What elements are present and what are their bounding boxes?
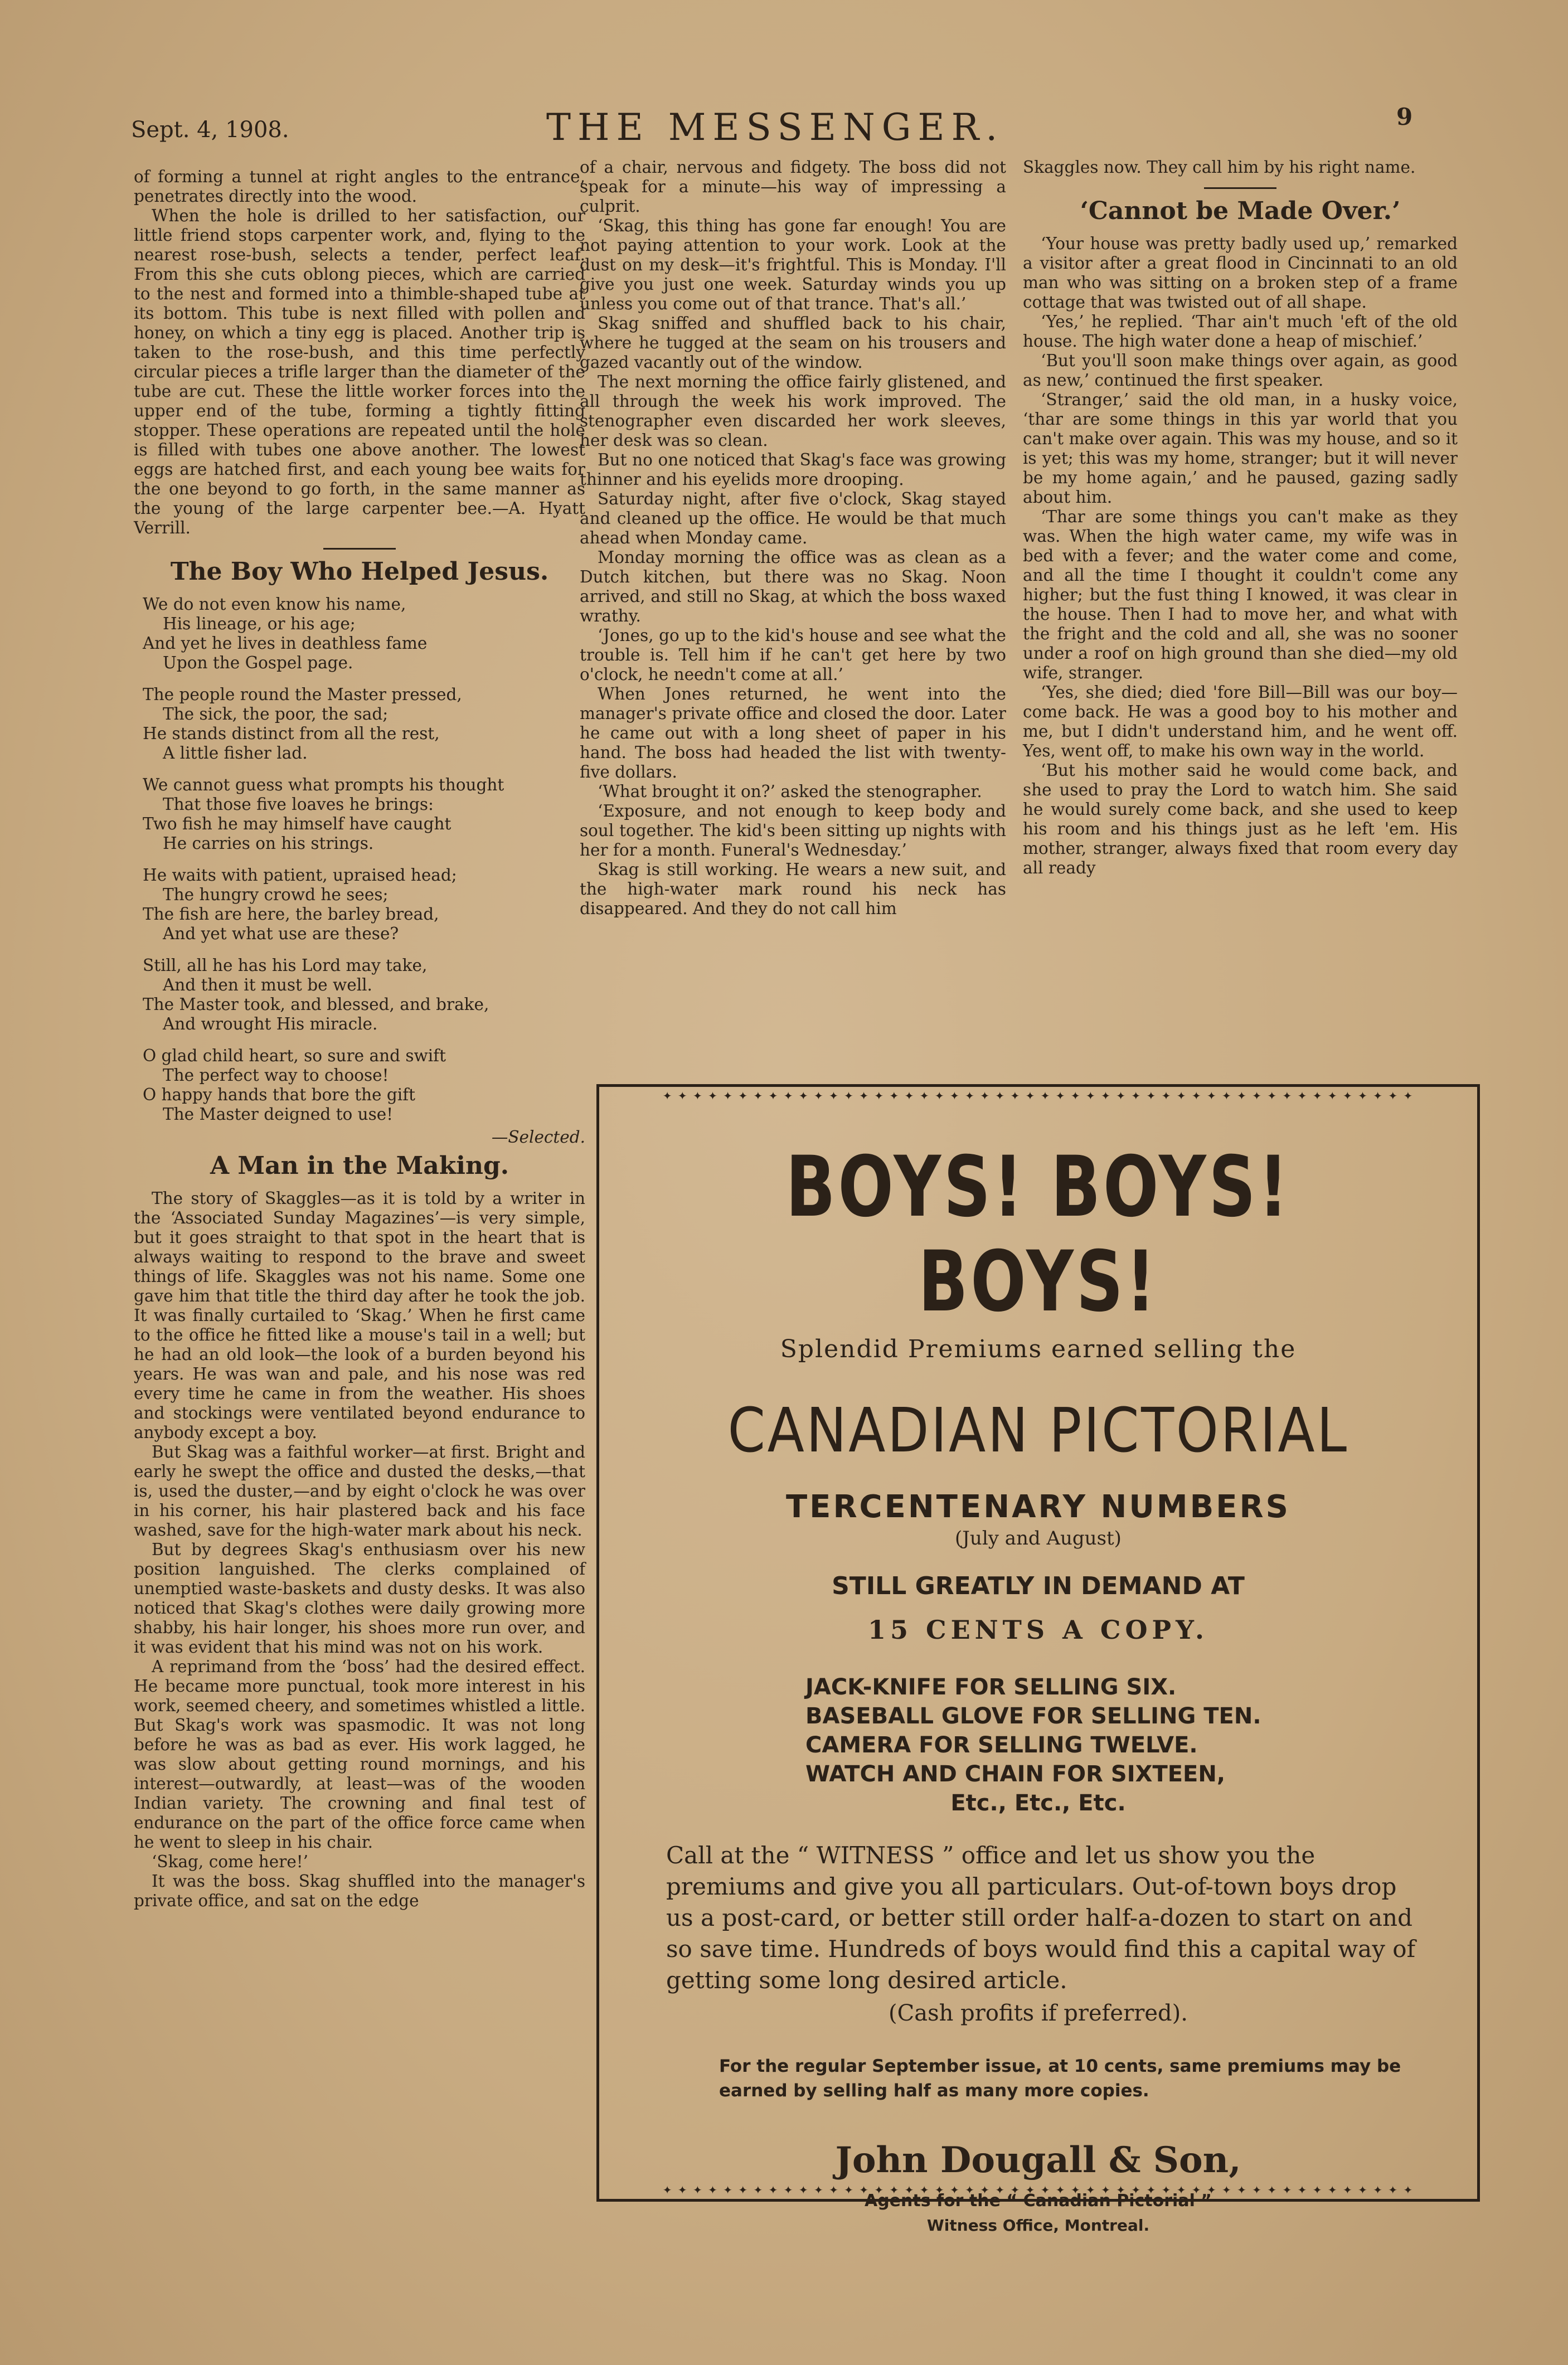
article-paragraph: But by degrees Skag's enthusiasm over his new position languished. The clerks complained of unemptied waste-baskets and dusty desks. It was also noticed that Skag's clothes were daily growing more shabby, his hair longer, his shoes more run over, and it was evident that his mind was not on his work. bbox=[134, 1540, 585, 1657]
premium-item: CAMERA FOR SELLING TWELVE. bbox=[805, 1732, 1198, 1758]
poem-line: He waits with patient, upraised head; bbox=[143, 866, 457, 885]
article-paragraph: It was the boss. Skag shuffled into the manager's private office, and sat on the edge bbox=[134, 1872, 585, 1910]
poem-line: We cannot guess what prompts his thought bbox=[143, 775, 504, 794]
poem-stanza bbox=[143, 685, 585, 763]
ad-office-address: Witness Office, Montreal. bbox=[926, 2216, 1150, 2235]
ad-agents: Agents for the “ Canadian Pictorial ” bbox=[864, 2191, 1212, 2211]
poem-line: The perfect way to choose! bbox=[163, 1066, 389, 1085]
article-paragraph: ‘Yes, she died; died 'fore Bill—Bill was our boy—come back. He was a good boy to his mother and me, but I didn't understand him, and he went off. Yes, went off, to make his own way in the world. bbox=[1023, 683, 1458, 760]
column-3 bbox=[1023, 158, 1458, 878]
article-paragraph: The story of Skaggles—as it is told by a writer in the ‘Associated Sunday Magazines’—is very simple, but it goes straight to that spot in the heart that is always waiting to respond to the brave and sweet things of life. Skaggles was not his name. Some one gave him that title the third day after he took the job. It was finally curtailed to ‘Skag.’ When he first came to the office he fitted like a mouse's tail in a well; but he had an old look—the look of a burden beyond his years. He was wan and pale, and his nose was red every time he came in from the weather. His shoes and stockings were ventilated beyond endurance to anybody except a boy. bbox=[134, 1189, 585, 1442]
poem-line: The fish are here, the barley bread, bbox=[143, 905, 439, 924]
article-paragraph: Skaggles now. They call him by his right name. bbox=[1023, 158, 1416, 177]
ad-product-name: CANADIAN PICTORIAL bbox=[727, 1395, 1349, 1466]
poem-line: The sick, the poor, the sad; bbox=[163, 705, 389, 723]
column-2 bbox=[580, 158, 1006, 919]
ad-edition: TERCENTENARY NUMBERS bbox=[785, 1489, 1290, 1525]
poem-line: The Master deigned to use! bbox=[163, 1105, 394, 1124]
article-paragraph: ‘Your house was pretty badly used up,’ remarked a visitor after a great flood in Cincinnati to an old man who was sitting on a broken step of a frame cottage that was twisted out of all shape. bbox=[1023, 234, 1458, 312]
article-paragraph: ‘What brought it on?’ asked the stenographer. bbox=[598, 782, 982, 801]
poem-line: And then it must be well. bbox=[163, 975, 372, 994]
article-paragraph: ‘Yes,’ he replied. ‘Thar ain't much 'eft of the old house. The high water done a heap of mischief.’ bbox=[1023, 312, 1458, 351]
premium-item: JACK-KNIFE FOR SELLING SIX. bbox=[805, 1674, 1177, 1700]
poem-stanza bbox=[143, 775, 585, 853]
ad-publisher: John Dougall & Son, bbox=[835, 2139, 1241, 2181]
poem-line: And yet he lives in deathless fame bbox=[143, 634, 428, 653]
article-paragraph: Saturday night, after five o'clock, Skag stayed and cleaned up the office. He would be that much ahead when Monday came. bbox=[580, 489, 1006, 547]
ad-subheadline: Splendid Premiums earned selling the bbox=[780, 1335, 1297, 1363]
ad-headline: BOYS! BOYS! BOYS! bbox=[785, 1139, 1291, 1330]
poem-line: Two fish he may himself have caught bbox=[143, 814, 452, 833]
ad-edition-months: (July and August) bbox=[955, 1527, 1122, 1550]
article-paragraph: ‘But you'll soon make things over again, as good as new,’ continued the first speaker. bbox=[1023, 351, 1458, 390]
poem-line: Still, all he has his Lord may take, bbox=[143, 956, 428, 975]
article-paragraph: But Skag was a faithful worker—at first. Bright and early he swept the office and dusted the desks,—that is, used the duster,—and by eight o'clock he was over in his corner, his hair plastered back and his face washed, save for the high-water mark about his neck. bbox=[134, 1443, 585, 1540]
ad-price: 15 CENTS A COPY. bbox=[867, 1615, 1209, 1645]
article-paragraph: ‘Thar are some things you can't make as they was. When the high water came, my wife was in bed with a fever; and the water come and come, and all the time I thought it couldn't come any higher; but the fust thing I knowed, it was clear in the house. Then I had to move her, and what with the fright and the cold and all, she was no sooner under a roof on high ground than she died—my old wife, stranger. bbox=[1023, 507, 1458, 682]
ad-call-to-action: Call at the “ WITNESS ” office and let us show you the premiums and give you all particulars. Out-of-town boys drop us a post-card, or better still order half-a-dozen to start on and so save time. Hundreds of boys would find this a capital way of getting some long desired article. bbox=[666, 1842, 1416, 1994]
article-paragraph: Skag is still working. He wears a new suit, and the high-water mark round his neck has disappeared. And they do not call him bbox=[580, 860, 1006, 918]
article-title: ‘Cannot be Made Over.’ bbox=[1080, 197, 1401, 225]
ad-september-note: For the regular September issue, at 10 cents, same premiums may be earned by selling half as many more copies. bbox=[719, 2056, 1401, 2101]
poem-line: That those five loaves he brings: bbox=[163, 795, 434, 814]
poem-line: And wrought His miracle. bbox=[163, 1014, 378, 1033]
poem-line: The people round the Master pressed, bbox=[143, 685, 462, 704]
article-paragraph: But no one noticed that Skag's face was growing thinner and his eyelids more drooping. bbox=[580, 450, 1006, 489]
poem-line: A little fisher lad. bbox=[163, 744, 308, 763]
poem-line: He stands distinct from all the rest, bbox=[143, 724, 440, 743]
poem-stanza bbox=[143, 866, 585, 944]
advertisement-box bbox=[596, 1084, 1480, 2235]
issue-date: Sept. 4, 1908. bbox=[131, 117, 289, 143]
article-paragraph: ‘Exposure, and not enough to keep body and soul together. The kid's been sitting up nights with her for a month. Funeral's Wednesday.’ bbox=[580, 802, 1006, 859]
column-1 bbox=[134, 167, 585, 1911]
masthead-title: THE MESSENGER. bbox=[546, 106, 1004, 149]
section-divider bbox=[323, 548, 396, 550]
ad-premium-list bbox=[622, 1673, 1455, 1818]
page-header bbox=[0, 100, 1568, 150]
premium-item: WATCH AND CHAIN FOR SIXTEEN, bbox=[805, 1761, 1226, 1787]
poem-line: Upon the Gospel page. bbox=[163, 653, 353, 672]
poem-line: O glad child heart, so sure and swift bbox=[143, 1046, 446, 1065]
poem-stanza bbox=[143, 1046, 585, 1124]
advertisement-content bbox=[622, 1087, 1455, 2235]
poem-stanza bbox=[143, 956, 585, 1034]
poem-line: The hungry crowd he sees; bbox=[163, 885, 389, 904]
poem-line: And yet what use are these? bbox=[163, 924, 399, 943]
ad-cash-note: (Cash profits if preferred). bbox=[889, 2000, 1188, 2026]
article-paragraph: A reprimand from the ‘boss’ had the desired effect. He became more punctual, took more interest in his work, seemed cheery, and sometimes whistled a little. But Skag's work was spasmodic. It was not long before he was as bad as ever. His work lagged, he was slow about getting round mornings, and his interest—outwardly, at least—was of the wooden Indian variety. The crowning and final test of endurance on the part of the office force came when he went to sleep in his chair. bbox=[134, 1657, 585, 1852]
article-paragraph: of a chair, nervous and fidgety. The boss did not speak for a minute—his way of impressing a culprit. bbox=[580, 158, 1006, 216]
article-paragraph: ‘Stranger,’ said the old man, in a husky voice, ‘thar are some things in this yar world that you can't make over again. This was my house, and so it is yet; this was my home, stranger; but it will never be my home again,’ and he paused, gazing sadly about him. bbox=[1023, 390, 1458, 507]
poem-line: He carries on his strings. bbox=[163, 834, 374, 853]
section-divider bbox=[1204, 187, 1276, 189]
ornamental-border-top: ✦ ✦ ✦ ✦ ✦ ✦ ✦ ✦ ✦ ✦ ✦ ✦ ✦ ✦ ✦ ✦ ✦ ✦ ✦ ✦ ✦ ✦ ✦ ✦ ✦ ✦ ✦ ✦ ✦ ✦ ✦ ✦ ✦ ✦ ✦ ✦ ✦ ✦ ✦ ✦ ✦ ✦ ✦ ✦ ✦ ✦ ✦ ✦ ✦ ✦ bbox=[662, 1089, 1414, 1103]
premium-item: BASEBALL GLOVE FOR SELLING TEN. bbox=[805, 1703, 1261, 1729]
article-paragraph: Monday morning the office was as clean as a Dutch kitchen, but there was no Skag. Noon arrived, and still no Skag, at which the boss waxed wrathy. bbox=[580, 548, 1006, 625]
article-paragraph: ‘Jones, go up to the kid's house and see what the trouble is. Tell him if he can't get here by two o'clock, he needn't come at all.’ bbox=[580, 626, 1006, 684]
article-paragraph: When Jones returned, he went into the manager's private office and closed the door. Later he came out with a long sheet of paper in his hand. The boss had headed the list with twenty-five dollars. bbox=[580, 684, 1006, 781]
article-paragraph: The next morning the office fairly glistened, and all through the week his work improved. The stenographer even discarded her work sleeves, her desk was so clean. bbox=[580, 372, 1006, 450]
article-paragraph: ‘But his mother said he would come back, and she used to pray the Lord to watch him. She said he would surely come back, and she used to keep his room and his things just as he left 'em. His mother, stranger, always fixed that room every day all ready bbox=[1023, 761, 1458, 877]
poem-attribution: —Selected. bbox=[491, 1128, 585, 1147]
page-number: 9 bbox=[1396, 103, 1413, 130]
article-paragraph: ‘Skag, this thing has gone far enough! You are not paying attention to your work. Look at the dust on my desk—it's frightful. This is Monday. I'll give you just one week. Saturday winds you up unless you come out of that trance. That's all.’ bbox=[580, 216, 1006, 313]
ad-demand-line: STILL GREATLY IN DEMAND AT bbox=[832, 1572, 1245, 1600]
bee-article-paragraph: When the hole is drilled to her satisfaction, our little friend stops carpenter work, and, flying to the nearest rose-bush, selects a tender, perfect leaf. From this she cuts oblong pieces, which are carried to the nest and formed into a thimble-shaped tube at its bottom. This tube is next filled with pollen and honey, on which a tiny egg is placed. Another trip is taken to the rose-bush, and this time perfectly circular pieces a trifle larger than the diameter of the tube are cut. These the little worker forces into the upper end of the tube, forming a tightly fitting stopper. These operations are repeated until the hole is filled with tubes one above another. The lowest eggs are hatched first, and each young bee waits for the one beyond to go forth, in the same manner as the young of the large carpenter bee.—A. Hyatt Verrill. bbox=[134, 206, 585, 537]
poem-line: The Master took, and blessed, and brake, bbox=[143, 995, 489, 1014]
poem-stanza bbox=[143, 595, 585, 673]
poem-line: His lineage, or his age; bbox=[163, 614, 356, 633]
premium-etc: Etc., Etc., Etc. bbox=[950, 1790, 1126, 1816]
poem-line: O happy hands that bore the gift bbox=[143, 1085, 415, 1104]
poem-title: The Boy Who Helped Jesus. bbox=[170, 557, 549, 586]
article-paragraph: Skag sniffed and shuffled back to his chair, where he tugged at the seam on his trousers and gazed vacantly out of the window. bbox=[580, 314, 1006, 372]
article-title: A Man in the Making. bbox=[210, 1152, 509, 1180]
bee-article-end: of forming a tunnel at right angles to the entrance, penetrates directly into the wood. bbox=[134, 167, 585, 206]
poem-line: We do not even know his name, bbox=[143, 595, 406, 614]
article-paragraph: ‘Skag, come here!’ bbox=[152, 1852, 309, 1871]
ornamental-border-bottom: ✦ ✦ ✦ ✦ ✦ ✦ ✦ ✦ ✦ ✦ ✦ ✦ ✦ ✦ ✦ ✦ ✦ ✦ ✦ ✦ ✦ ✦ ✦ ✦ ✦ ✦ ✦ ✦ ✦ ✦ ✦ ✦ ✦ ✦ ✦ ✦ ✦ ✦ ✦ ✦ ✦ ✦ ✦ ✦ ✦ ✦ ✦ ✦ ✦ ✦ bbox=[662, 2183, 1414, 2197]
